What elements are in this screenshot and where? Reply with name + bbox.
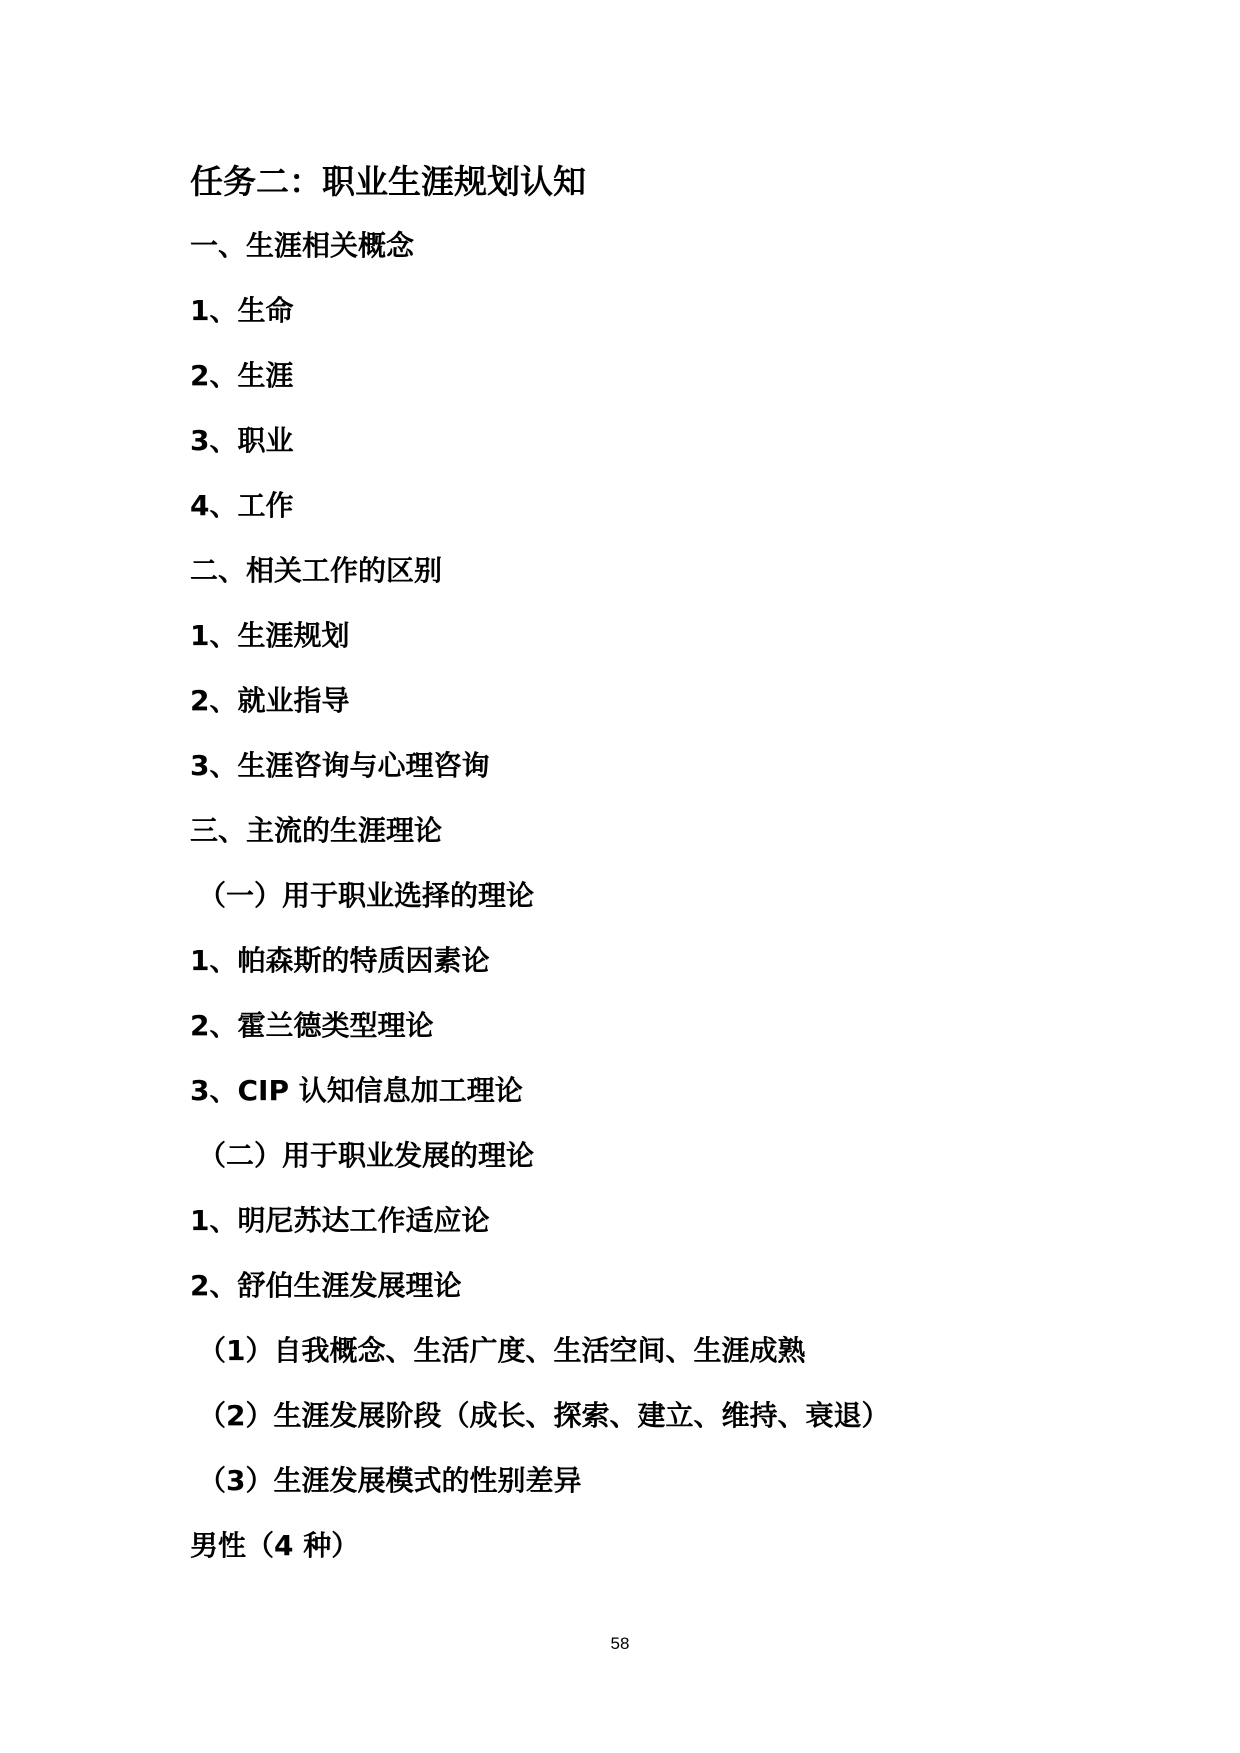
- list-item: 4、工作: [190, 489, 294, 522]
- sub-list-item: （1）自我概念、生活广度、生活空间、生涯成熟: [198, 1334, 806, 1367]
- list-item: 1、生涯规划: [190, 619, 350, 652]
- list-item: 3、CIP 认知信息加工理论: [190, 1074, 523, 1107]
- list-item: 2、霍兰德类型理论: [190, 1009, 434, 1042]
- section-heading: 一、生涯相关概念: [190, 229, 415, 262]
- sub-list-item: （3）生涯发展模式的性别差异: [198, 1464, 582, 1497]
- outline-list: [190, 226, 890, 1591]
- list-item: 2、就业指导: [190, 684, 350, 717]
- section-heading: 三、主流的生涯理论: [190, 814, 443, 847]
- list-item: 男性（4 种）: [190, 1529, 360, 1562]
- list-item: 1、明尼苏达工作适应论: [190, 1204, 490, 1237]
- sub-list-item: （2）生涯发展阶段（成长、探索、建立、维持、衰退）: [198, 1399, 890, 1432]
- list-item: 1、帕森斯的特质因素论: [190, 944, 490, 977]
- page-number: 58: [610, 1634, 630, 1653]
- list-item: 2、舒伯生涯发展理论: [190, 1269, 462, 1302]
- list-item: 1、生命: [190, 294, 294, 327]
- subsection-heading: （一）用于职业选择的理论: [198, 879, 535, 912]
- list-item: 3、职业: [190, 424, 294, 457]
- section-heading: 二、相关工作的区别: [190, 554, 443, 587]
- subsection-heading: （二）用于职业发展的理论: [198, 1139, 535, 1172]
- list-item: 3、生涯咨询与心理咨询: [190, 749, 490, 782]
- list-item: 2、生涯: [190, 359, 294, 392]
- page-title: 任务二：职业生涯规划认知: [190, 162, 586, 201]
